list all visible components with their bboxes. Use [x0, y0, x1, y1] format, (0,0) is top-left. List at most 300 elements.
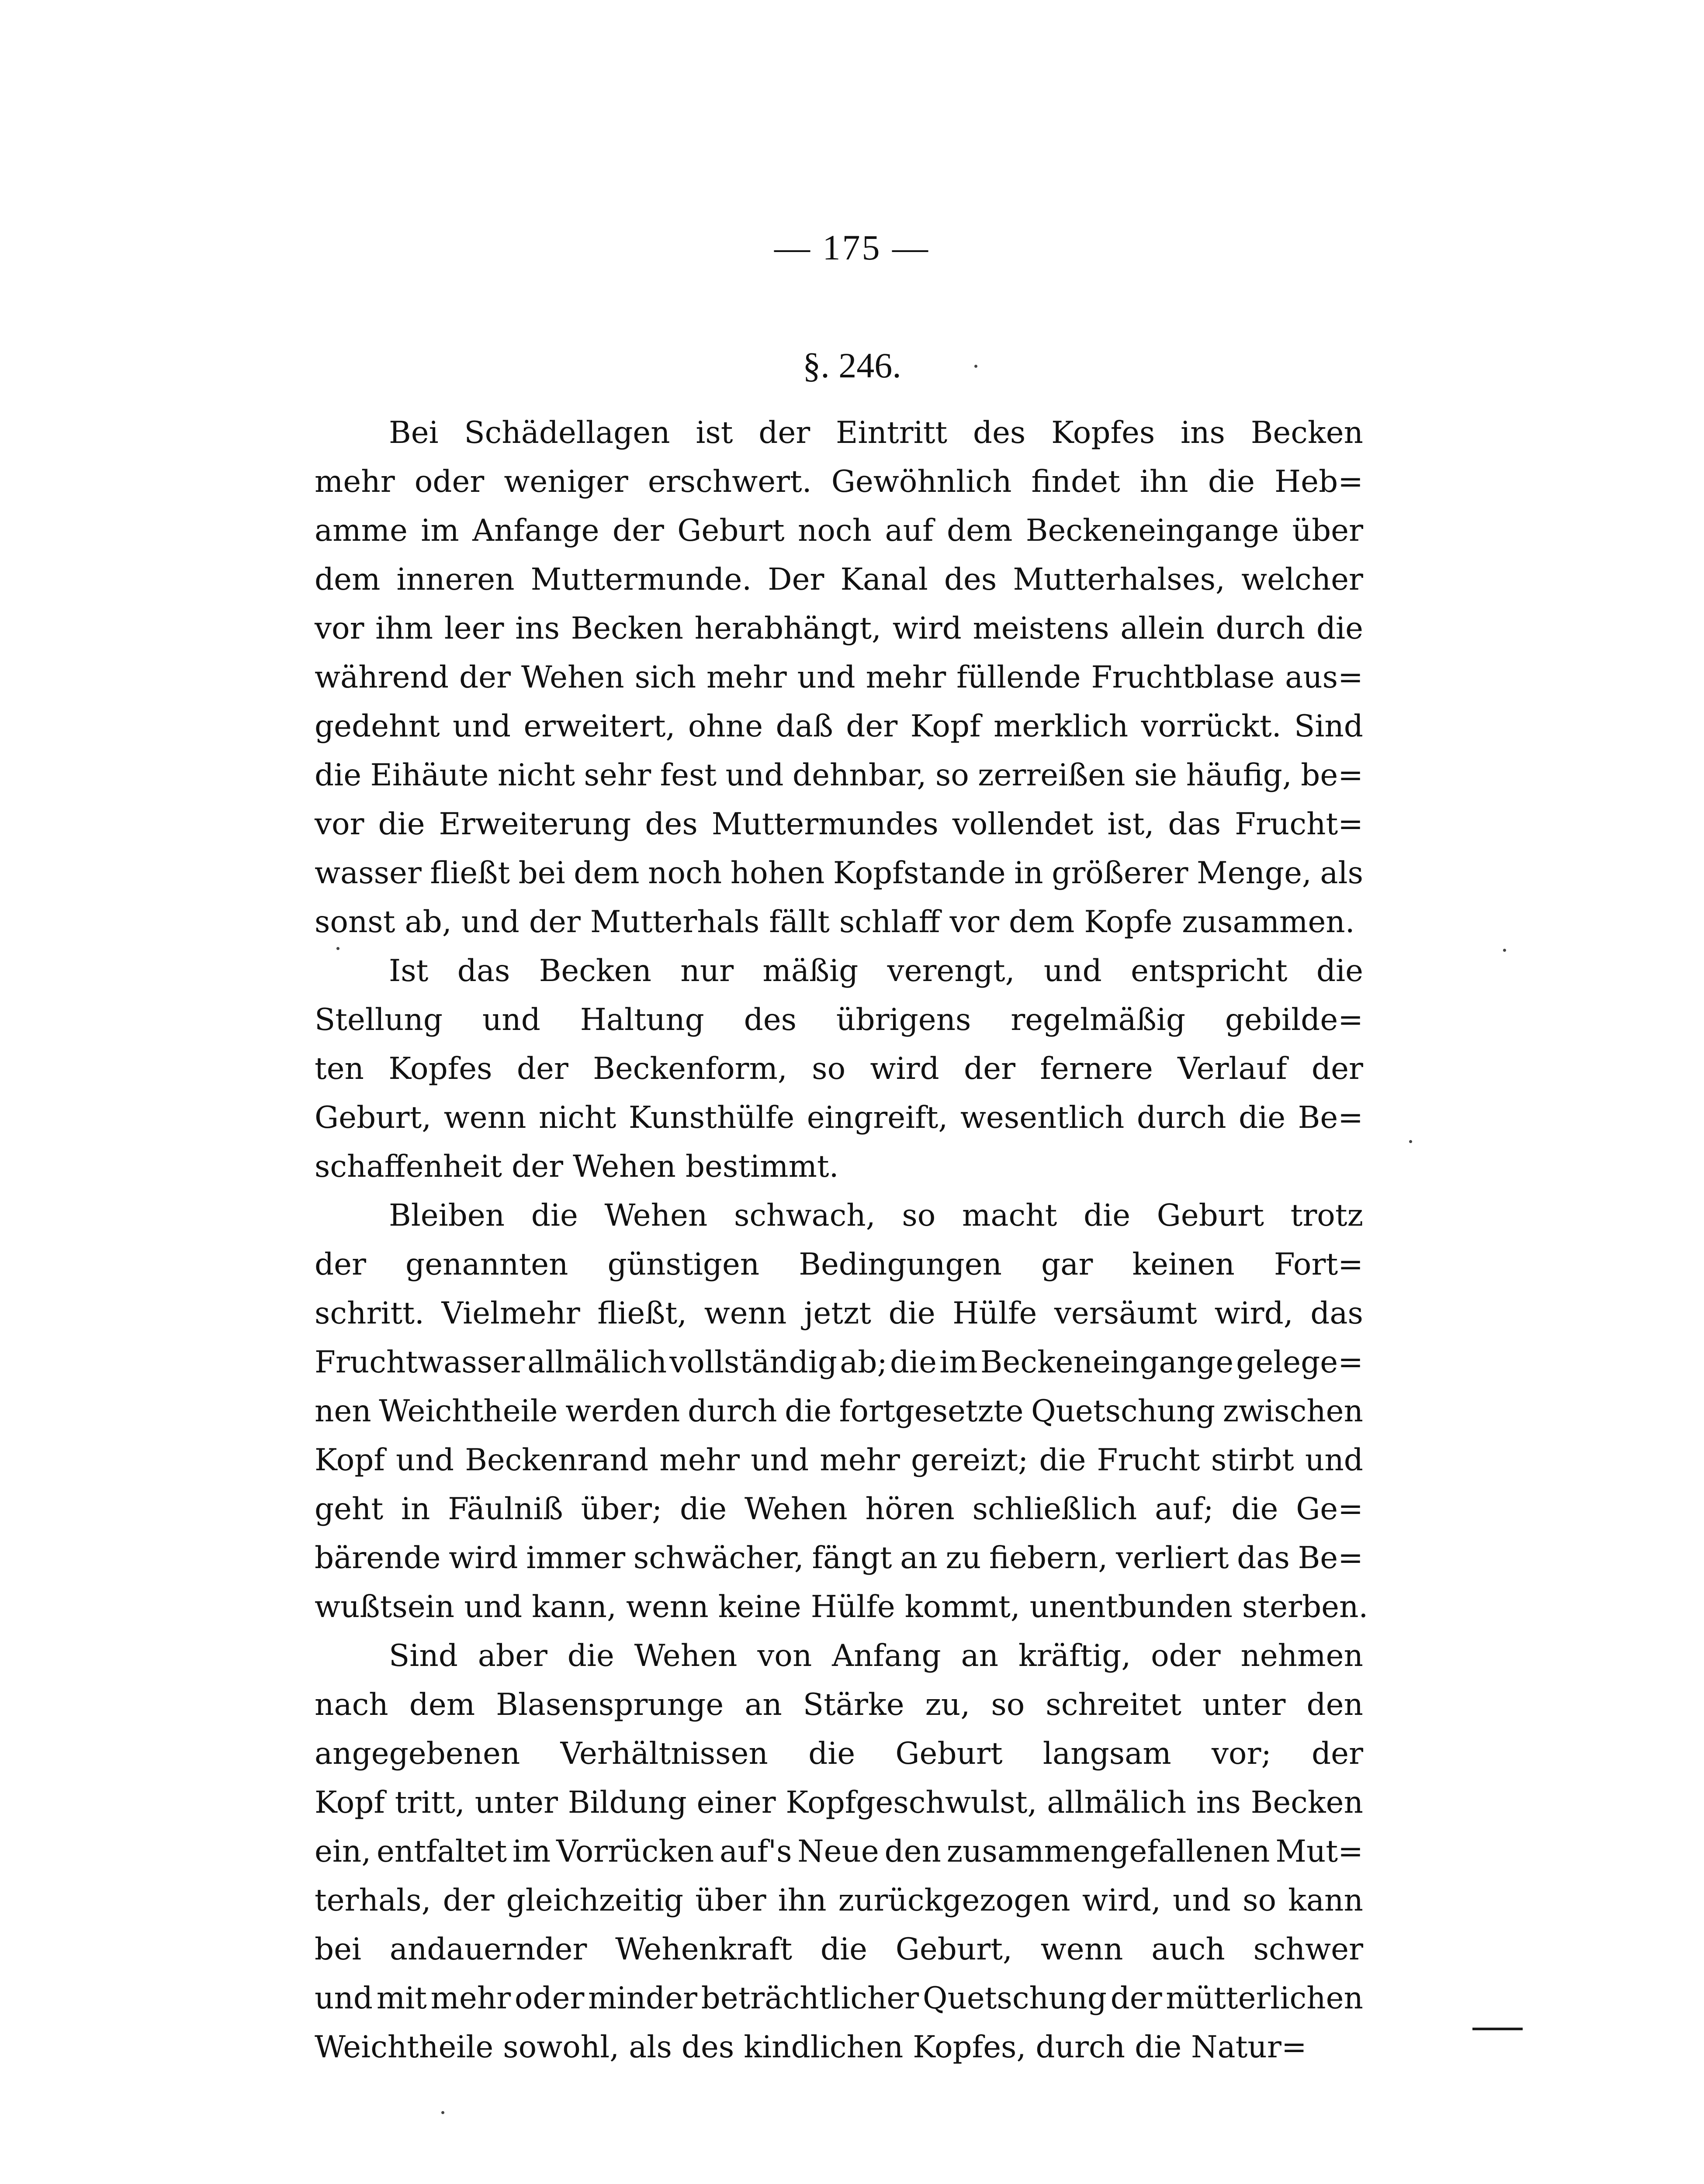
- word: die: [1316, 954, 1363, 988]
- text-line: [315, 1631, 1363, 1680]
- word: Kopf: [910, 709, 981, 744]
- text-line: [315, 1044, 1363, 1093]
- word: wußtsein: [315, 1590, 455, 1624]
- word: minder: [588, 1981, 697, 2016]
- word: terhals,: [315, 1883, 431, 1918]
- word: das: [457, 954, 510, 988]
- word: schwer: [1253, 1932, 1363, 1967]
- word: wird,: [1082, 1883, 1161, 1918]
- word: Verlauf: [1178, 1051, 1287, 1086]
- word: sehr: [584, 758, 651, 793]
- word: zwischen: [1223, 1394, 1363, 1429]
- word: fortgesetzte: [839, 1394, 1024, 1429]
- word: durch: [687, 1394, 777, 1429]
- word: gar: [1041, 1247, 1093, 1282]
- word: Kopfe: [1084, 905, 1173, 940]
- text-line: [315, 1534, 1363, 1583]
- word: zu: [946, 1541, 981, 1576]
- word: Fruchtwasser: [315, 1345, 525, 1380]
- word: entspricht: [1131, 954, 1288, 988]
- word: Becken: [539, 954, 651, 988]
- text-line: [315, 751, 1363, 800]
- word: verengt,: [887, 954, 1015, 988]
- word: auf: [885, 513, 934, 548]
- text-line: [315, 1925, 1363, 1974]
- word: so: [812, 1051, 846, 1086]
- word: zerreißen: [978, 758, 1126, 793]
- word: Weichtheile: [379, 1394, 558, 1429]
- word: und: [464, 1590, 523, 1624]
- word: wesentlich: [960, 1100, 1125, 1135]
- word: und: [1305, 1443, 1363, 1478]
- word: während: [315, 660, 449, 695]
- word: kann,: [532, 1590, 616, 1624]
- word: gelege=: [1236, 1345, 1363, 1380]
- word: Vielmehr: [441, 1296, 580, 1331]
- word: ein,: [315, 1834, 371, 1869]
- word: Hülfe: [810, 1590, 895, 1624]
- word: und: [315, 1981, 373, 2016]
- word: und: [1172, 1883, 1231, 1918]
- word: Beckeneingange: [980, 1345, 1234, 1380]
- word: der: [512, 1149, 563, 1184]
- word: die: [785, 1394, 832, 1429]
- word: vor: [949, 905, 1000, 940]
- word: im: [512, 1834, 551, 1869]
- word: mehr: [659, 1443, 740, 1478]
- word: einer: [696, 1785, 776, 1820]
- text-line: [315, 898, 1363, 947]
- word: schlaff: [839, 905, 940, 940]
- word: Wehen: [521, 660, 624, 695]
- word: die: [1083, 1198, 1131, 1233]
- word: genannten: [405, 1247, 568, 1282]
- word: in: [1014, 856, 1043, 891]
- print-speck: [1503, 949, 1506, 952]
- word: tritt,: [395, 1785, 465, 1820]
- word: Fruchtblase: [1091, 660, 1275, 695]
- word: fängt: [812, 1541, 892, 1576]
- word: auch: [1151, 1932, 1225, 1967]
- word: aber: [478, 1638, 547, 1673]
- word: findet: [1031, 464, 1120, 499]
- word: Anfang: [832, 1638, 941, 1673]
- text-line: [315, 1240, 1363, 1289]
- text-line: [315, 457, 1363, 506]
- word: Eintritt: [836, 415, 948, 450]
- word: Quetschung: [1031, 1394, 1216, 1429]
- section-heading: §. 246.: [803, 346, 901, 385]
- word: allmälich: [1047, 1785, 1187, 1820]
- text-line: [315, 1338, 1363, 1387]
- word: des: [973, 415, 1026, 450]
- word: Wehen: [634, 1638, 738, 1673]
- word: vor;: [1211, 1736, 1271, 1771]
- word: allmälich: [527, 1345, 667, 1380]
- word: versäumt: [1054, 1296, 1197, 1331]
- word: bei: [315, 1932, 362, 1967]
- word: Kopf: [315, 1785, 385, 1820]
- word: Erweiterung: [439, 807, 631, 842]
- word: leer: [444, 611, 504, 646]
- word: der: [758, 415, 810, 450]
- word: immer: [526, 1541, 626, 1576]
- word: mäßig: [762, 954, 859, 988]
- word: häufig,: [1186, 758, 1292, 793]
- word: so: [935, 758, 969, 793]
- word: Vorrücken: [556, 1834, 714, 1869]
- word: Be=: [1298, 1100, 1363, 1135]
- word: wenn: [626, 1590, 709, 1624]
- word: übrigens: [836, 1002, 971, 1037]
- word: dem: [574, 856, 640, 891]
- word: und: [725, 758, 784, 793]
- word: und: [482, 1002, 540, 1037]
- word: Beckenrand: [465, 1443, 649, 1478]
- word: durch: [1036, 2030, 1126, 2065]
- word: Bedingungen: [799, 1247, 1002, 1282]
- word: wird: [870, 1051, 939, 1086]
- word: Menge,: [1197, 856, 1312, 891]
- word: Kopfes: [1051, 415, 1155, 450]
- word: nen: [315, 1394, 371, 1429]
- word: Geburt,: [315, 1100, 432, 1135]
- text-line: [315, 653, 1363, 702]
- word: regelmäßig: [1011, 1002, 1186, 1037]
- word: der: [1311, 1051, 1363, 1086]
- word: sonst: [315, 905, 395, 940]
- word: zusammengefallenen: [946, 1834, 1270, 1869]
- word: Blasensprunge: [496, 1687, 724, 1722]
- text-line: [315, 1680, 1363, 1729]
- word: Beckenform,: [593, 1051, 787, 1086]
- word: schließlich: [972, 1492, 1137, 1527]
- word: Mutterhalses,: [1013, 562, 1225, 597]
- word: andauernder: [389, 1932, 587, 1967]
- word: der: [964, 1051, 1016, 1086]
- word: der: [1311, 1736, 1363, 1771]
- text-line: [315, 1436, 1363, 1485]
- word: Becken: [1250, 415, 1363, 450]
- word: unter: [1202, 1687, 1286, 1722]
- word: bärende: [315, 1541, 441, 1576]
- word: des: [744, 1002, 797, 1037]
- word: und: [751, 1443, 809, 1478]
- word: die: [888, 1296, 935, 1331]
- word: Beckeneingange: [1025, 513, 1279, 548]
- word: ab,: [405, 905, 452, 940]
- word: zurückgezogen: [838, 1883, 1070, 1918]
- word: nach: [315, 1687, 388, 1722]
- text-line: [315, 506, 1363, 555]
- text-line: [315, 604, 1363, 653]
- word: ihm: [375, 611, 433, 646]
- word: die: [1316, 611, 1363, 646]
- word: so: [991, 1687, 1025, 1722]
- word: oder: [414, 464, 485, 499]
- word: kindlichen: [744, 2030, 904, 2065]
- word: fällt: [769, 905, 830, 940]
- word: Eihäute: [370, 758, 489, 793]
- word: kann: [1288, 1883, 1363, 1918]
- word: Muttermundes: [711, 807, 939, 842]
- word: die: [531, 1198, 578, 1233]
- word: gebilde=: [1225, 1002, 1363, 1037]
- word: ab;: [840, 1345, 887, 1380]
- word: die: [1135, 2030, 1182, 2065]
- word: ten: [315, 1051, 364, 1086]
- word: stirbt: [1211, 1443, 1294, 1478]
- text-line: [315, 849, 1363, 898]
- word: Hülfe: [952, 1296, 1037, 1331]
- word: Quetschung: [922, 1981, 1107, 2016]
- word: weniger: [504, 464, 628, 499]
- word: Wehen: [604, 1198, 708, 1233]
- word: füllende: [956, 660, 1081, 695]
- word: Gewöhnlich: [831, 464, 1012, 499]
- word: noch: [648, 856, 722, 891]
- word: Kunsthülfe: [628, 1100, 795, 1135]
- word: und: [797, 660, 855, 695]
- word: mehr: [707, 660, 787, 695]
- word: im: [939, 1345, 978, 1380]
- word: Becken: [1250, 1785, 1363, 1820]
- word: Natur=: [1191, 2030, 1307, 2065]
- word: allein: [1120, 611, 1205, 646]
- word: Frucht=: [1235, 807, 1363, 842]
- word: an: [900, 1541, 938, 1576]
- word: sterben.: [1242, 1590, 1368, 1624]
- word: Kopfstande: [833, 856, 1006, 891]
- word: Bleiben: [389, 1198, 505, 1233]
- text-line: [315, 1876, 1363, 1925]
- word: dem: [1009, 905, 1075, 940]
- word: des: [645, 807, 698, 842]
- word: sich: [634, 660, 696, 695]
- word: sie: [1134, 758, 1178, 793]
- word: der: [459, 660, 511, 695]
- word: Becken: [571, 611, 683, 646]
- word: inneren: [396, 562, 515, 597]
- word: mit: [376, 1981, 427, 2016]
- word: über;: [581, 1492, 662, 1527]
- word: über: [695, 1883, 766, 1918]
- word: dem: [315, 562, 381, 597]
- word: Kopfes,: [913, 2030, 1026, 2065]
- word: größerer: [1052, 856, 1188, 891]
- word: Verhältnissen: [560, 1736, 768, 1771]
- word: so: [902, 1198, 936, 1233]
- word: Heb=: [1274, 464, 1363, 499]
- word: Frucht: [1097, 1443, 1200, 1478]
- word: Geburt,: [895, 1932, 1012, 1967]
- word: bei: [518, 856, 565, 891]
- word: Stellung: [315, 1002, 443, 1037]
- word: nur: [680, 954, 734, 988]
- word: geht: [315, 1492, 384, 1527]
- text-line: [315, 1778, 1363, 1827]
- decorative-rule: [1472, 2028, 1523, 2030]
- word: von: [757, 1638, 812, 1673]
- word: die: [680, 1492, 727, 1527]
- word: den: [1306, 1687, 1363, 1722]
- word: eingreift,: [807, 1100, 948, 1135]
- word: ihn: [778, 1883, 827, 1918]
- word: macht: [962, 1198, 1057, 1233]
- word: in: [401, 1492, 430, 1527]
- word: gedehnt: [315, 709, 440, 744]
- word: als: [629, 2030, 672, 2065]
- text-line: [315, 1974, 1363, 2023]
- word: an: [745, 1687, 782, 1722]
- word: Geburt: [895, 1736, 1003, 1771]
- word: Mut=: [1275, 1834, 1363, 1869]
- word: Der: [768, 562, 824, 597]
- word: dem: [409, 1687, 475, 1722]
- word: Fäulniß: [448, 1492, 563, 1527]
- word: den: [884, 1834, 941, 1869]
- word: kommt,: [904, 1590, 1020, 1624]
- word: verliert: [1115, 1541, 1229, 1576]
- word: fließt: [430, 856, 510, 891]
- word: schaffenheit: [315, 1149, 502, 1184]
- word: auf;: [1155, 1492, 1214, 1527]
- word: schwach,: [734, 1198, 876, 1233]
- word: fernere: [1040, 1051, 1153, 1086]
- word: wenn: [1040, 1932, 1123, 1967]
- word: mehr: [315, 464, 395, 499]
- word: zu,: [925, 1687, 970, 1722]
- word: Kanal: [840, 562, 928, 597]
- word: im: [421, 513, 459, 548]
- print-speck: [336, 947, 339, 950]
- word: günstigen: [607, 1247, 760, 1282]
- text-line: [315, 947, 1363, 995]
- word: wenn: [443, 1100, 526, 1135]
- text-line: [315, 995, 1363, 1044]
- word: des: [944, 562, 997, 597]
- text-line: [315, 1387, 1363, 1436]
- word: entfaltet: [377, 1834, 507, 1869]
- word: vollendet: [952, 807, 1094, 842]
- text-line: [315, 1827, 1363, 1876]
- word: jetzt: [804, 1296, 872, 1331]
- word: schritt.: [315, 1296, 424, 1331]
- word: noch: [797, 513, 872, 548]
- word: und: [396, 1443, 454, 1478]
- text-line: [315, 1191, 1363, 1240]
- word: die: [1231, 1492, 1278, 1527]
- text-line: [315, 2023, 1363, 2072]
- word: ist,: [1107, 807, 1154, 842]
- word: und: [1043, 954, 1102, 988]
- text-line: [315, 1583, 1368, 1631]
- word: die: [1239, 1100, 1286, 1135]
- word: ohne: [688, 709, 763, 744]
- word: auf's: [720, 1834, 792, 1869]
- word: die: [820, 1932, 867, 1967]
- word: der: [1110, 1981, 1162, 2016]
- word: mehr: [866, 660, 946, 695]
- word: werden: [565, 1394, 680, 1429]
- print-speck: [1409, 1140, 1412, 1143]
- word: Wehen: [573, 1149, 676, 1184]
- word: nicht: [497, 758, 575, 793]
- word: Mutterhals: [590, 905, 760, 940]
- word: wird: [892, 611, 962, 646]
- word: die: [1039, 1443, 1086, 1478]
- text-line: [315, 555, 1363, 604]
- text-line: [315, 1485, 1363, 1534]
- word: ins: [515, 611, 560, 646]
- text-line: [315, 408, 1363, 457]
- word: amme: [315, 513, 408, 548]
- word: herabhängt,: [694, 611, 881, 646]
- word: mütterlichen: [1166, 1981, 1363, 2016]
- word: Geburt: [677, 513, 785, 548]
- word: angegebenen: [315, 1736, 520, 1771]
- word: nehmen: [1240, 1638, 1363, 1673]
- word: die: [1208, 464, 1255, 499]
- word: an: [961, 1638, 999, 1673]
- word: wird: [449, 1541, 518, 1576]
- word: ihn: [1139, 464, 1188, 499]
- word: kräftig,: [1018, 1638, 1131, 1673]
- word: dehnbar,: [792, 758, 927, 793]
- word: keinen: [1132, 1247, 1235, 1282]
- word: mehr: [430, 1981, 511, 2016]
- word: Ge=: [1296, 1492, 1363, 1527]
- word: fiebern,: [989, 1541, 1108, 1576]
- word: die: [315, 758, 362, 793]
- word: schreitet: [1046, 1687, 1181, 1722]
- word: gleichzeitig: [506, 1883, 684, 1918]
- word: über: [1292, 513, 1363, 548]
- word: Kopf: [315, 1443, 385, 1478]
- text-line: [315, 800, 1363, 849]
- word: vollständig: [669, 1345, 838, 1380]
- word: welcher: [1241, 562, 1363, 597]
- word: zusammen.: [1182, 905, 1355, 940]
- word: Bei: [389, 415, 439, 450]
- word: langsam: [1042, 1736, 1171, 1771]
- print-speck: [974, 365, 977, 368]
- word: bestimmt.: [685, 1149, 839, 1184]
- word: Wehen: [744, 1492, 848, 1527]
- word: ins: [1181, 415, 1225, 450]
- word: der: [529, 905, 581, 940]
- word: vorrückt.: [1141, 709, 1281, 744]
- word: Ist: [389, 954, 429, 988]
- word: be=: [1301, 758, 1363, 793]
- word: beträchtlicher: [701, 1981, 919, 2016]
- word: der: [612, 513, 664, 548]
- word: Muttermunde.: [530, 562, 752, 597]
- word: gereizt;: [911, 1443, 1029, 1478]
- word: wasser: [315, 856, 422, 891]
- word: als: [1320, 856, 1363, 891]
- word: daß: [776, 709, 833, 744]
- word: Wehenkraft: [615, 1932, 793, 1967]
- word: keine: [718, 1590, 801, 1624]
- word: trotz: [1290, 1198, 1363, 1233]
- word: Fort=: [1274, 1247, 1363, 1282]
- word: das: [1168, 807, 1221, 842]
- word: oder: [514, 1981, 585, 2016]
- word: vor: [315, 807, 364, 842]
- word: der: [516, 1051, 568, 1086]
- word: merklich: [993, 709, 1129, 744]
